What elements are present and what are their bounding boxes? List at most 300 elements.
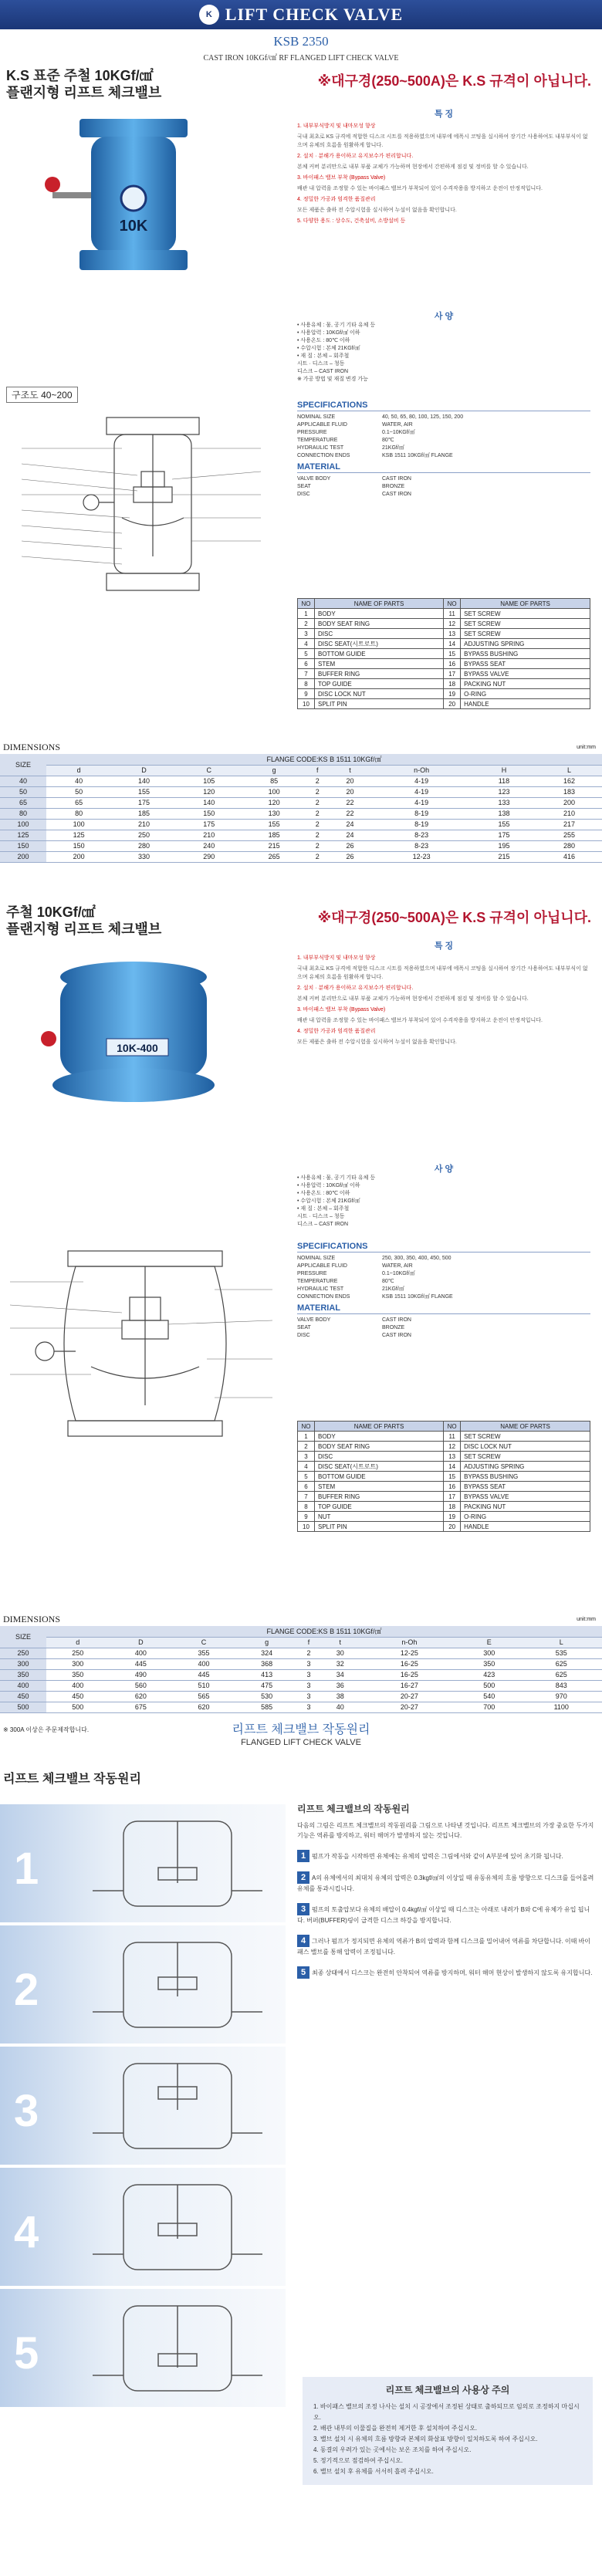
table-row: 9 NUT 19 O-RING [298,1512,590,1522]
feature-item: 본체 커버 분리만으로 내부 부품 교체가 가능하며 현장에서 간편하게 점검 및 정비를 할 수 있습니다. [297,164,529,170]
usage-line: • 사용압력 : 10KGf/㎠ 이하 [297,1183,360,1188]
dimension-cell: 100 [242,786,306,797]
usage-line: 시트 · 디스크 – 청동 [297,1214,345,1219]
dimension-cell: 490 [110,1669,173,1680]
section1-heading-line2: 플랜지형 리프트 체크밸브 [6,85,162,100]
model-number: KSB 2350 [273,34,329,49]
dimension-cell: 195 [472,840,536,851]
principle-step-desc: 5 최종 상태에서 디스크는 완전히 안착되어 역류를 방지하며, 워터 해머 현상이 발생하지 않도록 유지합니다. [297,1966,594,1979]
title-banner [0,0,602,29]
dimension-cell: 540 [458,1691,521,1702]
dimension-cell: 1100 [521,1702,602,1712]
feature-item: 모든 제품은 출하 전 수압시험을 실시하여 누설이 없음을 확인합니다. [297,208,457,213]
dimension-cell: 368 [235,1658,299,1669]
feature-item: 모든 제품은 출하 전 수압시험을 실시하여 누설이 없음을 확인합니다. [297,1040,457,1045]
principle-step-desc: 4 그러나 펌프가 정지되면 유체의 역류가 B의 압력과 함께 디스크를 밀어내어 역류를 차단합니다. 이때 바이패스 밸브를 통해 압력이 조정됩니다. [297,1936,591,1956]
dimension-cell: 300 [46,1658,110,1669]
dimension-cell: 2 [306,797,328,808]
feature-item: 2. 설치 · 분해가 용이하고 유지보수가 편리합니다. [297,985,414,991]
dimension-cell: 3 [298,1702,319,1712]
spec-row: CONNECTION ENDS KSB 1511 10KGf/㎠ FLANGE [297,1294,453,1300]
dimension-cell: 3 [298,1658,319,1669]
step-diagram [93,2056,262,2156]
dimension-cell: 400 [110,1648,173,1658]
size-cell: 350 [0,1669,46,1680]
principle-intro-title: 리프트 체크밸브의 작동원리 [297,1804,410,1814]
dimension-cell: 210 [177,830,242,840]
dimension-cell: 8-23 [372,830,472,840]
feature-item: 1. 내부부식방지 및 내마모성 향상 [297,123,376,129]
dimension-cell: 140 [111,776,176,786]
dimension-cell: 3 [298,1680,319,1691]
table-row [0,786,602,797]
dimension-cell: 350 [458,1658,521,1669]
dimension-cell: 970 [521,1691,602,1702]
dimension-cell: 183 [536,786,602,797]
dimension-cell: 24 [328,819,371,830]
structure-label: 구조도 40~200 [6,387,78,403]
step-diagram [93,2177,262,2277]
parts-table-1: NO NAME OF PARTS NO NAME OF PARTS 1 BODY 11 SET SCREW 2 BODY SEAT RING 12 SET SCREW 3 DISC 13 SET SCREW 4 DISC SEAT(시트로트) 14 ADJUSTING SPRING 5 BOTTOM GUIDE 15 BYPASS BUSHING 6 STEM 16 BYPASS SEAT 7 BUFFER RING 17 BYPASS VALVE 8 TOP GUIDE 18 PACKING NUT 9 DISC LOCK NUT 19 O-RING 10 SPLIT PIN 20 HANDLE [297,598,590,709]
table-row: 1 BODY 11 SET SCREW [298,1432,590,1442]
brand-logo: K [199,5,219,25]
feature-item: 3. 바이패스 밸브 부착 (Bypass Valve) [297,175,386,181]
table-row [0,830,602,840]
usage-block [297,309,590,384]
feature-item: 국내 최초로 KS 규격에 적합한 디스크 시트를 적용하였으며 내부에 에폭시 코팅을 실시하여 장기간 사용하여도 내부부식이 없으며 유체의 흐름을 원활하게 합니다. [297,134,588,148]
dimension-cell: 2 [306,840,328,851]
dimension-cell: 8-19 [372,819,472,830]
table-row [0,1669,602,1680]
dimension-cell: 625 [521,1658,602,1669]
dimension-cell: 155 [111,786,176,797]
feature-item: 4. 정밀한 가공과 엄격한 품질관리 [297,1029,376,1034]
dimension-cell: 280 [536,840,602,851]
dimension-cell: 2 [306,786,328,797]
usage-line: • 재 질 : 본체 – 회주철 [297,1206,350,1212]
dimension-cell: 123 [472,786,536,797]
step-panel [0,2047,286,2168]
size-cell: 500 [0,1702,46,1712]
table-row: 3 DISC 13 SET SCREW [298,629,590,639]
step-diagram [93,1814,262,1914]
feature-item: 1. 내부부식방지 및 내마모성 향상 [297,955,376,961]
dimension-cell: 215 [472,851,536,862]
dimensions-table-1: SIZE FLANGE CODE:KS B 1511 10KGf/㎠ d D C g f t n-Oh H L 40 40 140 105 85 2 20 4-19 118 162 50 50 155 120 100 2 20 4-19 123 183 65 65 175 140 120 2 22 4-19 133 200 80 80 185 150 130 2 22 8-19 138 210 100 100 210 175 155 2 24 8-19 155 217 125 125 250 210 185 2 24 8-23 175 255 150 150 280 240 215 2 26 8-23 195 280 200 200 330 290 265 2 26 12-23 215 416 [0,754,602,863]
dimension-cell: 38 [320,1691,361,1702]
dimension-cell: 20-27 [361,1691,458,1702]
dimension-cell: 185 [111,808,176,819]
dimension-cell: 2 [306,776,328,786]
dimension-cell: 40 [320,1702,361,1712]
table-row [0,1680,602,1691]
dimension-cell: 324 [235,1648,299,1658]
step-diagram [93,2298,262,2399]
spec-row: HYDRAULIC TEST 21KGf/㎠ [297,445,404,451]
table-row [0,851,602,862]
step-diagram [93,1935,262,2035]
dimension-cell: 300 [458,1648,521,1658]
principle-heading: 리프트 체크밸브 작동원리 [3,1773,141,1786]
dimension-cell: 100 [46,819,111,830]
principle-step-desc: 3 펌프의 토출압보다 유체의 배압이 0.4kgf/㎠ 이상일 때 디스크는 아래로 내려가 B와 C에 유체가 유입 됩니다. 버퍼(BUFFER)링이 급격한 디스크 하강을 방지합니다. [297,1905,590,1924]
section1-heading-line1: K.S 표준 주철 10KGf/㎠ [6,68,154,83]
dimension-cell: 8-23 [372,840,472,851]
dimension-cell: 22 [328,808,371,819]
dimension-cell: 510 [172,1680,235,1691]
dims2-footnote: ※ 300A 이상은 주문제작합니다. [3,1726,90,1733]
feature-item: 4. 정밀한 가공과 엄격한 품질관리 [297,197,376,202]
size-cell: 300 [0,1658,46,1669]
table-row: 8 TOP GUIDE 18 PACKING NUT [298,679,590,689]
size-cell: 80 [0,808,46,819]
usage-line: • 수압시험 : 본체 21KGf/㎠ [297,1198,360,1204]
dimension-cell: 215 [242,840,306,851]
dimension-cell: 3 [298,1691,319,1702]
dimension-cell: 16-27 [361,1680,458,1691]
section1-notice: ※대구경(250~500A)은 K.S 규격이 아닙니다. [317,73,591,89]
caution-item: 3. 밸브 설치 시 유체의 흐름 방향과 본체의 화살표 방향이 일치하도록 하여 주십시오. [313,2436,538,2442]
table-row [0,1702,602,1712]
table-row: 2 BODY SEAT RING 12 DISC LOCK NUT [298,1442,590,1452]
material1-title: MATERIAL [297,462,341,472]
dimension-cell: 85 [242,776,306,786]
caution-item: 5. 정기적으로 점검하여 주십시오. [313,2457,404,2464]
dimension-cell: 475 [235,1680,299,1691]
dimension-cell: 400 [46,1680,110,1691]
spec-row: PRESSURE 0.1~10KGf/㎠ [297,1271,415,1276]
dimension-cell: 2 [306,851,328,862]
features-block-2 [297,942,590,1049]
step-number: 2 [14,1965,39,2015]
material-row: DISC CAST IRON [297,492,411,497]
dimension-cell: 350 [46,1669,110,1680]
dimension-cell: 843 [521,1680,602,1691]
product-subtitle: CAST IRON 10KGf/㎠ RF FLANGED LIFT CHECK VALVE [203,54,399,63]
step-number: 4 [14,2207,39,2257]
dimension-cell: 24 [328,830,371,840]
table-row [0,1658,602,1669]
dimension-cell: 585 [235,1702,299,1712]
features-block [297,110,590,228]
material-row: SEAT BRONZE [297,1325,405,1330]
size-cell: 65 [0,797,46,808]
table-row [0,1691,602,1702]
table-row [0,819,602,830]
section2-heading [6,904,161,938]
dimensions-table-2: SIZE FLANGE CODE:KS B 1511 10KGf/㎠ d D C g f t n-Oh E L 250 250 400 355 324 2 30 12-25 300 535 300 300 445 400 368 3 32 16-25 350 625 350 350 490 445 413 3 34 16-25 423 625 400 400 560 510 475 3 36 16-27 500 843 450 450 620 565 530 3 38 20-27 540 970 500 500 675 620 585 3 40 20-27 700 1100 [0,1626,602,1713]
dimension-cell: 620 [172,1702,235,1712]
size-cell: 40 [0,776,46,786]
dimension-cell: 450 [46,1691,110,1702]
usage-line: 디스크 – CAST IRON [297,1222,349,1227]
size-cell: 200 [0,851,46,862]
caution-box [303,2377,593,2485]
usage-title: 사 양 [434,1165,454,1174]
spec-row: TEMPERATURE 80℃ [297,1279,394,1284]
usage-line: • 사용압력 : 10KGf/㎠ 이하 [297,330,360,336]
valve-photo-large [37,946,230,1124]
table-row: 4 DISC SEAT(시트로트) 14 ADJUSTING SPRING [298,639,590,649]
dimension-cell: 210 [111,819,176,830]
dimension-cell: 290 [177,851,242,862]
dims2-title: DIMENSIONS [3,1614,61,1624]
dimension-cell: 138 [472,808,536,819]
parts-table-2: NO NAME OF PARTS NO NAME OF PARTS 1 BODY 11 SET SCREW 2 BODY SEAT RING 12 DISC LOCK NUT 3 DISC 13 SET SCREW 4 DISC SEAT(시트로트) 14 ADJUSTING SPRING 5 BOTTOM GUIDE 15 BYPASS BUSHING 6 STEM 16 BYPASS SEAT 7 BUFFER RING 17 BYPASS VALVE 8 TOP GUIDE 18 PACKING NUT 9 NUT 19 O-RING 10 SPLIT PIN 20 HANDLE [297,1421,590,1532]
section2-heading-line2: 플랜지형 리프트 체크밸브 [6,921,162,937]
material-row: VALVE BODY CAST IRON [297,1317,411,1323]
dims1-title: DIMENSIONS [3,742,61,752]
size-cell: 450 [0,1691,46,1702]
dims1-unit: unit:mm [577,745,596,750]
feature-item: 5. 다양한 용도 : 상수도, 건축설비, 소방설비 등 [297,218,406,224]
dimension-cell: 175 [472,830,536,840]
features-title: 특 징 [434,110,454,119]
banner-title: LIFT CHECK VALVE [225,5,404,24]
usage-line: 시트 · 디스크 – 청동 [297,361,345,367]
material-row: VALVE BODY CAST IRON [297,476,411,482]
dimension-cell: 200 [46,851,111,862]
section2-notice: ※대구경(250~500A)은 K.S 규격이 아닙니다. [317,910,591,925]
table-row: 9 DISC LOCK NUT 19 O-RING [298,689,590,699]
table-row [0,840,602,851]
step-panel [0,1925,286,2047]
dimension-cell: 416 [536,851,602,862]
dimension-cell: 40 [46,776,111,786]
step-number: 3 [14,2086,39,2136]
usage-line: ※ 가공 방법 및 재질 변경 가능 [297,377,368,382]
spec-row: HYDRAULIC TEST 21KGf/㎠ [297,1286,404,1292]
dimension-cell: 20-27 [361,1702,458,1712]
spec-block-2 [297,1239,590,1340]
dims2-unit: unit:mm [577,1617,596,1622]
dimension-cell: 240 [177,840,242,851]
dimension-cell: 530 [235,1691,299,1702]
dimension-cell: 2 [306,808,328,819]
feature-item: 배관 내 압력을 조정할 수 있는 바이패스 밸브가 부착되어 있어 수격작용을 방지하고 운전이 안정적입니다. [297,1018,543,1023]
dimension-cell: 118 [472,776,536,786]
dimension-cell: 413 [235,1669,299,1680]
dimension-cell: 130 [242,808,306,819]
usage-line: • 사용유체 : 물, 공기 기타 유체 등 [297,323,376,328]
step-number: 1 [14,1844,39,1894]
table-row: 7 BUFFER RING 17 BYPASS VALVE [298,1492,590,1502]
dimension-cell: 185 [242,830,306,840]
dimension-cell: 140 [177,797,242,808]
section1-heading [6,67,161,101]
table-row: 4 DISC SEAT(시트로트) 14 ADJUSTING SPRING [298,1462,590,1472]
dimension-cell: 20 [328,776,371,786]
principle-step-desc: 1 펌프가 작동을 시작하면 유체에는 유체의 압력은 그림에서와 같이 A부분에 있어 초기화 됩니다. [297,1850,594,1862]
principle-description [297,1804,594,1988]
dimension-cell: 26 [328,851,371,862]
dimension-cell: 20 [328,786,371,797]
spec-block-1 [297,398,590,499]
dimension-cell: 80 [46,808,111,819]
dimension-cell: 120 [177,786,242,797]
dimension-cell: 50 [46,786,111,797]
dimension-cell: 250 [111,830,176,840]
dimension-cell: 330 [111,851,176,862]
size-cell: 100 [0,819,46,830]
dimension-cell: 445 [172,1669,235,1680]
table-row: 6 STEM 16 BYPASS SEAT [298,659,590,669]
usage-line: • 수압시험 : 본체 21KGf/㎠ [297,346,360,351]
spec1-title: SPECIFICATIONS [297,401,368,410]
dimension-cell: 675 [110,1702,173,1712]
dimension-cell: 120 [242,797,306,808]
section2-heading-line1: 주철 10KGf/㎠ [6,904,96,920]
dimension-cell: 500 [46,1702,110,1712]
size-cell: 400 [0,1680,46,1691]
table-row [0,776,602,786]
usage-line: 디스크 – CAST IRON [297,369,349,374]
table-row: 2 BODY SEAT RING 12 SET SCREW [298,619,590,629]
dimension-cell: 2 [306,830,328,840]
principle-intro: 다음의 그림은 리프트 체크밸브의 작동원리를 그림으로 나타낸 것입니다. 리프트 체크밸브의 가장 중요한 두가지 기능은 역류를 방지하고, 워터 해머가 발생하지 않는 것입니다. [297,1822,594,1839]
dimension-cell: 250 [46,1648,110,1658]
dimension-cell: 210 [536,808,602,819]
table-row: 7 BUFFER RING 17 BYPASS VALVE [298,669,590,679]
dimension-cell: 12-23 [372,851,472,862]
dimension-cell: 150 [177,808,242,819]
dimension-cell: 8-19 [372,808,472,819]
dimension-cell: 355 [172,1648,235,1658]
feature-item: 본체 커버 분리만으로 내부 부품 교체가 가능하며 현장에서 간편하게 점검 및 정비를 할 수 있습니다. [297,996,529,1002]
dimension-cell: 4-19 [372,797,472,808]
dimension-cell: 280 [111,840,176,851]
usage-line: • 재 질 : 본체 – 회주철 [297,353,350,359]
step-panel [0,1804,286,1925]
table-row [0,1648,602,1658]
dimension-cell: 620 [110,1691,173,1702]
step-panel [0,2168,286,2289]
dimension-cell: 36 [320,1680,361,1691]
dimension-cell: 535 [521,1648,602,1658]
dimension-cell: 2 [306,819,328,830]
caution-item: 4. 동결의 우려가 있는 곳에서는 보온 조치를 하여 주십시오. [313,2446,472,2453]
table-row: 8 TOP GUIDE 18 PACKING NUT [298,1502,590,1512]
spec-row: APPLICABLE FLUID WATER, AIR [297,422,413,428]
dimension-cell: 400 [172,1658,235,1669]
sectional-drawing-2 [6,1236,276,1452]
size-cell: 50 [0,786,46,797]
dimension-cell: 162 [536,776,602,786]
dimension-cell: 26 [328,840,371,851]
feature-item: 3. 바이패스 밸브 부착 (Bypass Valve) [297,1007,386,1012]
dimension-cell: 445 [110,1658,173,1669]
dimension-cell: 155 [472,819,536,830]
features-title: 특 징 [434,941,454,951]
caution-title: 리프트 체크밸브의 사용상 주의 [385,2385,510,2395]
usage-line: • 사용온도 : 80℃ 이하 [297,1191,350,1196]
dimension-cell: 34 [320,1669,361,1680]
dimension-cell: 255 [536,830,602,840]
spec2-title: SPECIFICATIONS [297,1242,368,1251]
table-row [0,808,602,819]
step-panel [0,2289,286,2410]
dimension-cell: 133 [472,797,536,808]
table-row: 10 SPLIT PIN 20 HANDLE [298,699,590,709]
dimension-cell: 175 [111,797,176,808]
size-cell: 150 [0,840,46,851]
dimension-cell: 32 [320,1658,361,1669]
size-cell: 250 [0,1648,46,1658]
usage-line: • 사용유체 : 물, 공기 기타 유체 등 [297,1175,376,1181]
dimension-cell: 4-19 [372,776,472,786]
dimension-cell: 560 [110,1680,173,1691]
feature-item: 국내 최초로 KS 규격에 적합한 디스크 시트를 적용하였으며 내부에 에폭시 코팅을 실시하여 장기간 사용하여도 내부부식이 없으며 유체의 흐름을 원활하게 합니다. [297,966,588,980]
dimension-cell: 65 [46,797,111,808]
table-row: 5 BOTTOM GUIDE 15 BYPASS BUSHING [298,1472,590,1482]
principle-steps [0,1804,286,2410]
dimension-cell: 16-25 [361,1658,458,1669]
valve-body-marking: 10K [119,218,148,235]
principle-step-desc: 2 A의 유체에서의 최대치 유체의 압력은 0.3kgf/㎠의 이상일 때 유동유체의 흐름 방향으로 디스크를 들어올려 유체를 통과시킵니다. [297,1873,594,1892]
spec-row: NOMINAL SIZE 250, 300, 350, 400, 450, 500 [297,1256,452,1261]
dimension-cell: 625 [521,1669,602,1680]
table-row: 10 SPLIT PIN 20 HANDLE [298,1522,590,1532]
spec-row: APPLICABLE FLUID WATER, AIR [297,1263,413,1269]
dimension-cell: 105 [177,776,242,786]
sectional-drawing-1 [6,402,276,610]
dimension-cell: 700 [458,1702,521,1712]
dimension-cell: 500 [458,1680,521,1691]
spec-row: TEMPERATURE 80℃ [297,438,394,443]
dimension-cell: 175 [177,819,242,830]
feature-item: 2. 설치 · 분해가 용이하고 유지보수가 편리합니다. [297,154,414,159]
principle-title: 리프트 체크밸브 작동원리 [232,1723,370,1736]
table-row: 1 BODY 11 SET SCREW [298,609,590,619]
dimension-cell: 30 [320,1648,361,1658]
dimension-cell: 565 [172,1691,235,1702]
dimension-cell: 125 [46,830,111,840]
table-row: 5 BOTTOM GUIDE 15 BYPASS BUSHING [298,649,590,659]
dimension-cell: 423 [458,1669,521,1680]
dimension-cell: 2 [298,1648,319,1658]
dimension-cell: 12-25 [361,1648,458,1658]
principle-subtitle: FLANGED LIFT CHECK VALVE [241,1738,361,1747]
dimension-cell: 22 [328,797,371,808]
table-row: 3 DISC 13 SET SCREW [298,1452,590,1462]
usage-title: 사 양 [434,312,454,321]
caution-item: 1. 바이패스 밸브의 조정 나사는 설치 시 공장에서 조정된 상태로 출하되므로 임의로 조정하지 마십시오. [313,2403,580,2421]
table-row [0,797,602,808]
caution-item: 6. 밸브 설치 후 유체를 서서히 흘려 주십시오. [313,2468,434,2475]
dimension-cell: 217 [536,819,602,830]
material2-title: MATERIAL [297,1303,341,1313]
usage-block-2 [297,1162,590,1229]
feature-item: 배관 내 압력을 조정할 수 있는 바이패스 밸브가 부착되어 있어 수격작용을 방지하고 운전이 안정적입니다. [297,186,543,191]
dimension-cell: 155 [242,819,306,830]
dimension-cell: 200 [536,797,602,808]
material-row: SEAT BRONZE [297,484,405,489]
valve-photo-small [37,107,230,285]
spec-row: NOMINAL SIZE 40, 50, 65, 80, 100, 125, 150, 200 [297,414,464,420]
size-cell: 125 [0,830,46,840]
spec-row: PRESSURE 0.1~10KGf/㎠ [297,430,415,435]
usage-line: • 사용온도 : 80℃ 이하 [297,338,350,343]
dimension-cell: 3 [298,1669,319,1680]
dimension-cell: 4-19 [372,786,472,797]
caution-item: 2. 배관 내부의 이물질을 완전히 제거한 후 설치하여 주십시오. [313,2425,478,2432]
dimension-cell: 150 [46,840,111,851]
step-number: 5 [14,2328,39,2378]
dimension-cell: 265 [242,851,306,862]
valve-body-marking: 10K-400 [117,1042,158,1054]
material-row: DISC CAST IRON [297,1333,411,1338]
dimension-cell: 16-25 [361,1669,458,1680]
